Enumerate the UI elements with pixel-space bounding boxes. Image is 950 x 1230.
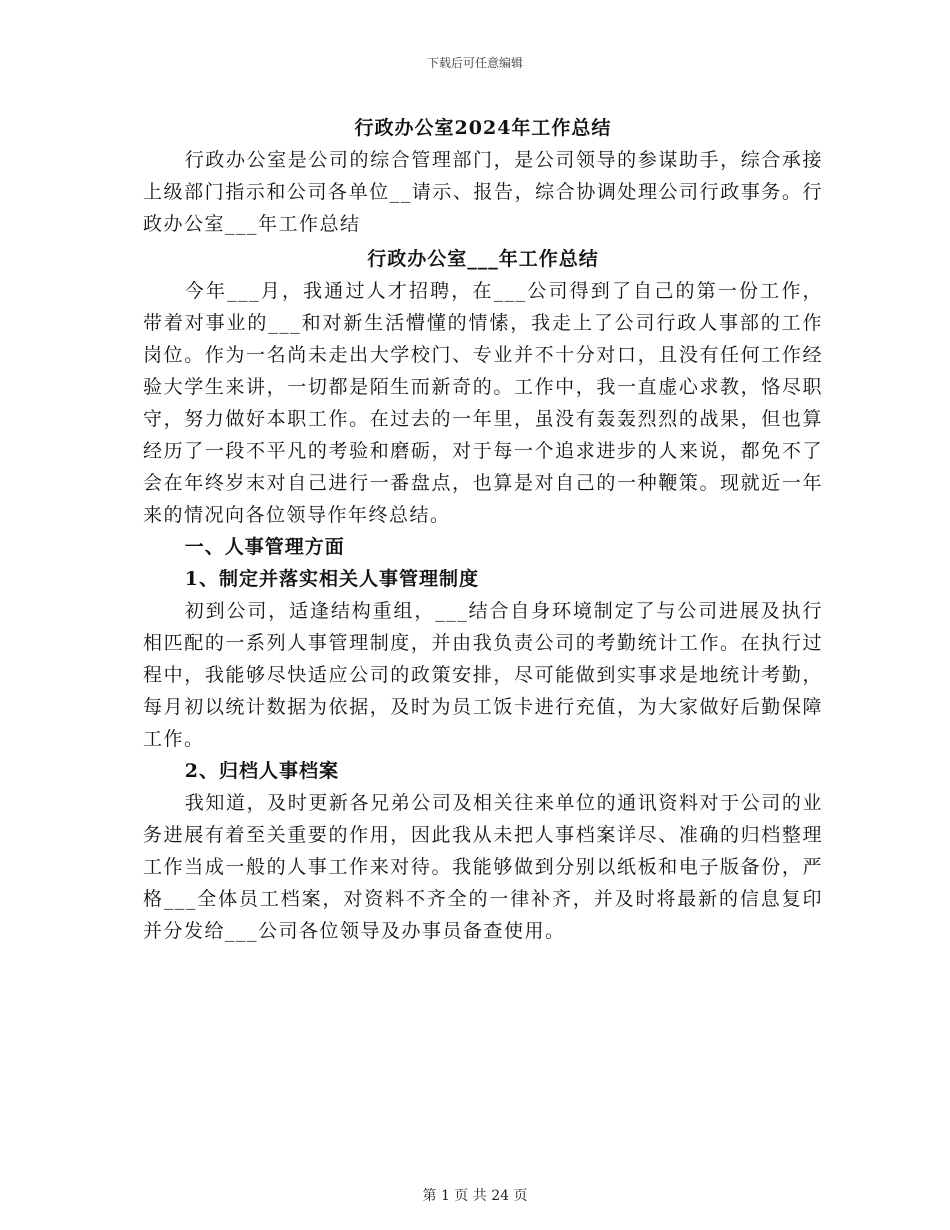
document-title: 行政办公室2024年工作总结 — [354, 117, 612, 139]
item-heading-2: 2、归档人事档案 — [184, 760, 340, 782]
body-paragraph-3: 我知道，及时更新各兄弟公司及相关往来单位的通讯资料对于公司的业务进展有着至关重要的作用，因此我从未把人事档案详尽、准确的归档整理工作当成一般的人事工作来对待。我能够做到分别以纸板和电子版备份，严格___全体员工档案，对资料不齐全的一律补齐，并及时将最新的信息复印并分发给___公司各位领导及办事员备查使用。 — [143, 792, 823, 942]
body-paragraph-1: 今年___月，我通过人才招聘，在___公司得到了自己的第一份工作，带着对事业的___和对新生活懵懂的情愫，我走上了公司行政人事部的工作岗位。作为一名尚未走出大学校门、专业并不十分对口，且没有任何工作经验大学生来讲，一切都是陌生而新奇的。工作中，我一直虚心求教，恪尽职守，努力做好本职工作。在过去的一年里，虽没有轰轰烈烈的战果，但也算经历了一段不平凡的考验和磨砺，对于每一个追求进步的人来说，都免不了会在年终岁末对自己进行一番盘点，也算是对自己的一种鞭策。现就近一年来的情况向各位领导作年终总结。 — [143, 280, 823, 526]
body-paragraph-2: 初到公司，适逢结构重组，___结合自身环境制定了与公司进展及执行相匹配的一系列人事管理制度，并由我负责公司的考勤统计工作。在执行过程中，我能够尽快适应公司的政策安排，尽可能做到实事求是地统计考勤，每月初以统计数据为依据，及时为员工饭卡进行充值，为大家做好后勤保障工作。 — [143, 600, 823, 750]
item-heading-1: 1、制定并落实相关人事管理制度 — [184, 568, 480, 590]
section-heading-1: 一、人事管理方面 — [184, 536, 345, 558]
page-number: 第 1 页 共 24 页 — [422, 1188, 528, 1204]
intro-paragraph: 行政办公室是公司的综合管理部门，是公司领导的参谋助手，综合承接上级部门指示和公司各单位__请示、报告，综合协调处理公司行政事务。行政办公室___年工作总结 — [143, 149, 823, 235]
page-header-note: 下载后可任意编辑 — [426, 56, 523, 70]
document-body — [143, 112, 823, 947]
document-subtitle: 行政办公室___年工作总结 — [367, 248, 599, 270]
